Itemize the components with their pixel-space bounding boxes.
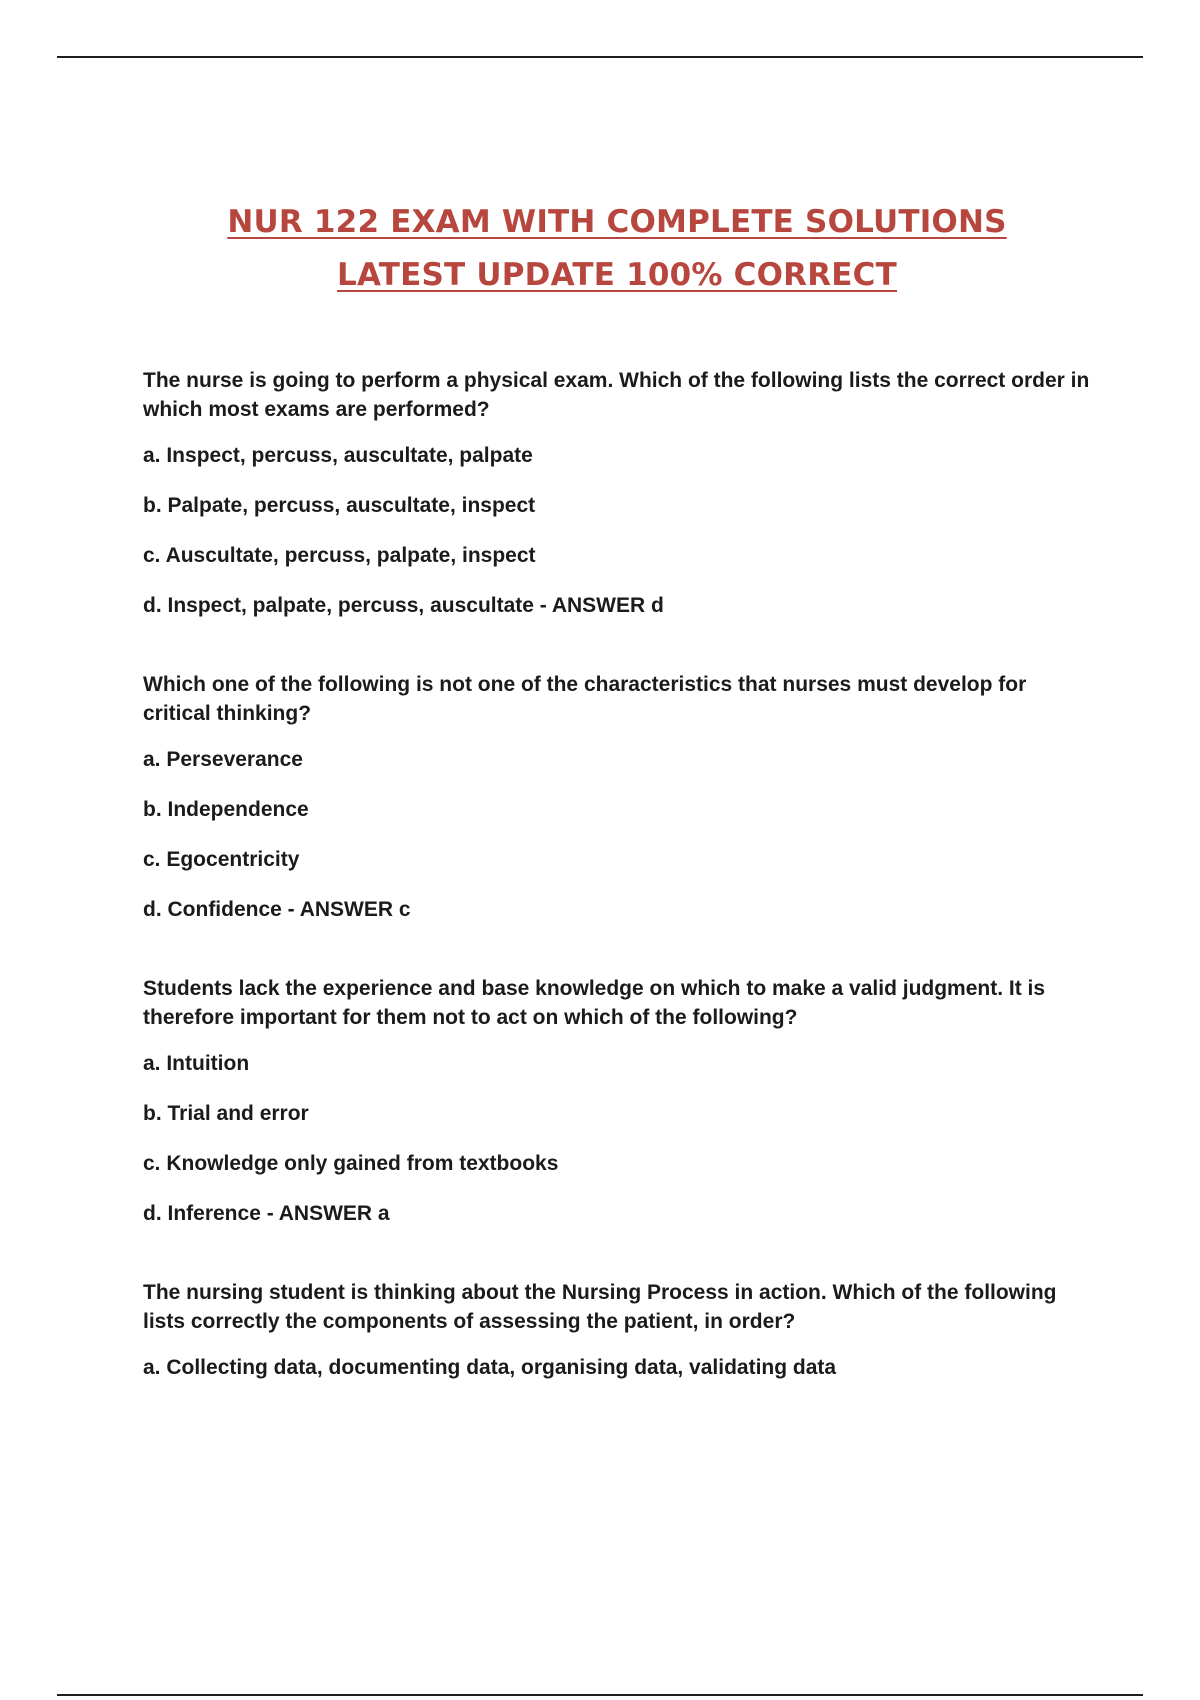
question-option: b. Palpate, percuss, auscultate, inspect [143, 494, 536, 517]
question-stem: The nurse is going to perform a physical exam. Which of the following lists the correct order in which most exams are performed? [143, 369, 1090, 421]
question-option: a. Collecting data, documenting data, organising data, validating data [143, 1356, 837, 1379]
bottom-rule [57, 1694, 1143, 1696]
question-option: b. Trial and error [143, 1102, 309, 1125]
question-option: b. Independence [143, 798, 309, 821]
question-1 [143, 366, 1093, 620]
title-line-2: LATEST UPDATE 100% CORRECT [337, 257, 897, 293]
question-option: c. Knowledge only gained from textbooks [143, 1152, 559, 1175]
question-list [143, 366, 1093, 1432]
document-title [0, 196, 1200, 302]
top-rule [57, 56, 1143, 58]
question-option: d. Inference - ANSWER a [143, 1202, 390, 1225]
question-option: a. Perseverance [143, 748, 303, 771]
question-option: a. Intuition [143, 1052, 250, 1075]
question-stem: The nursing student is thinking about the Nursing Process in action. Which of the following lists correctly the components of assessing the patient, in order? [143, 1281, 1057, 1333]
question-2 [143, 670, 1093, 924]
question-stem: Which one of the following is not one of the characteristics that nurses must develop for critical thinking? [143, 673, 1027, 725]
title-line-1: NUR 122 EXAM WITH COMPLETE SOLUTIONS [227, 204, 1007, 240]
question-option: a. Inspect, percuss, auscultate, palpate [143, 444, 533, 467]
question-3 [143, 974, 1093, 1228]
question-stem: Students lack the experience and base knowledge on which to make a valid judgment. It is therefore important for them not to act on which of the following? [143, 977, 1046, 1029]
question-option: c. Egocentricity [143, 848, 300, 871]
question-option: d. Inspect, palpate, percuss, auscultate - ANSWER d [143, 594, 664, 617]
question-option: d. Confidence - ANSWER c [143, 898, 411, 921]
question-4 [143, 1278, 1093, 1382]
question-option: c. Auscultate, percuss, palpate, inspect [143, 544, 536, 567]
